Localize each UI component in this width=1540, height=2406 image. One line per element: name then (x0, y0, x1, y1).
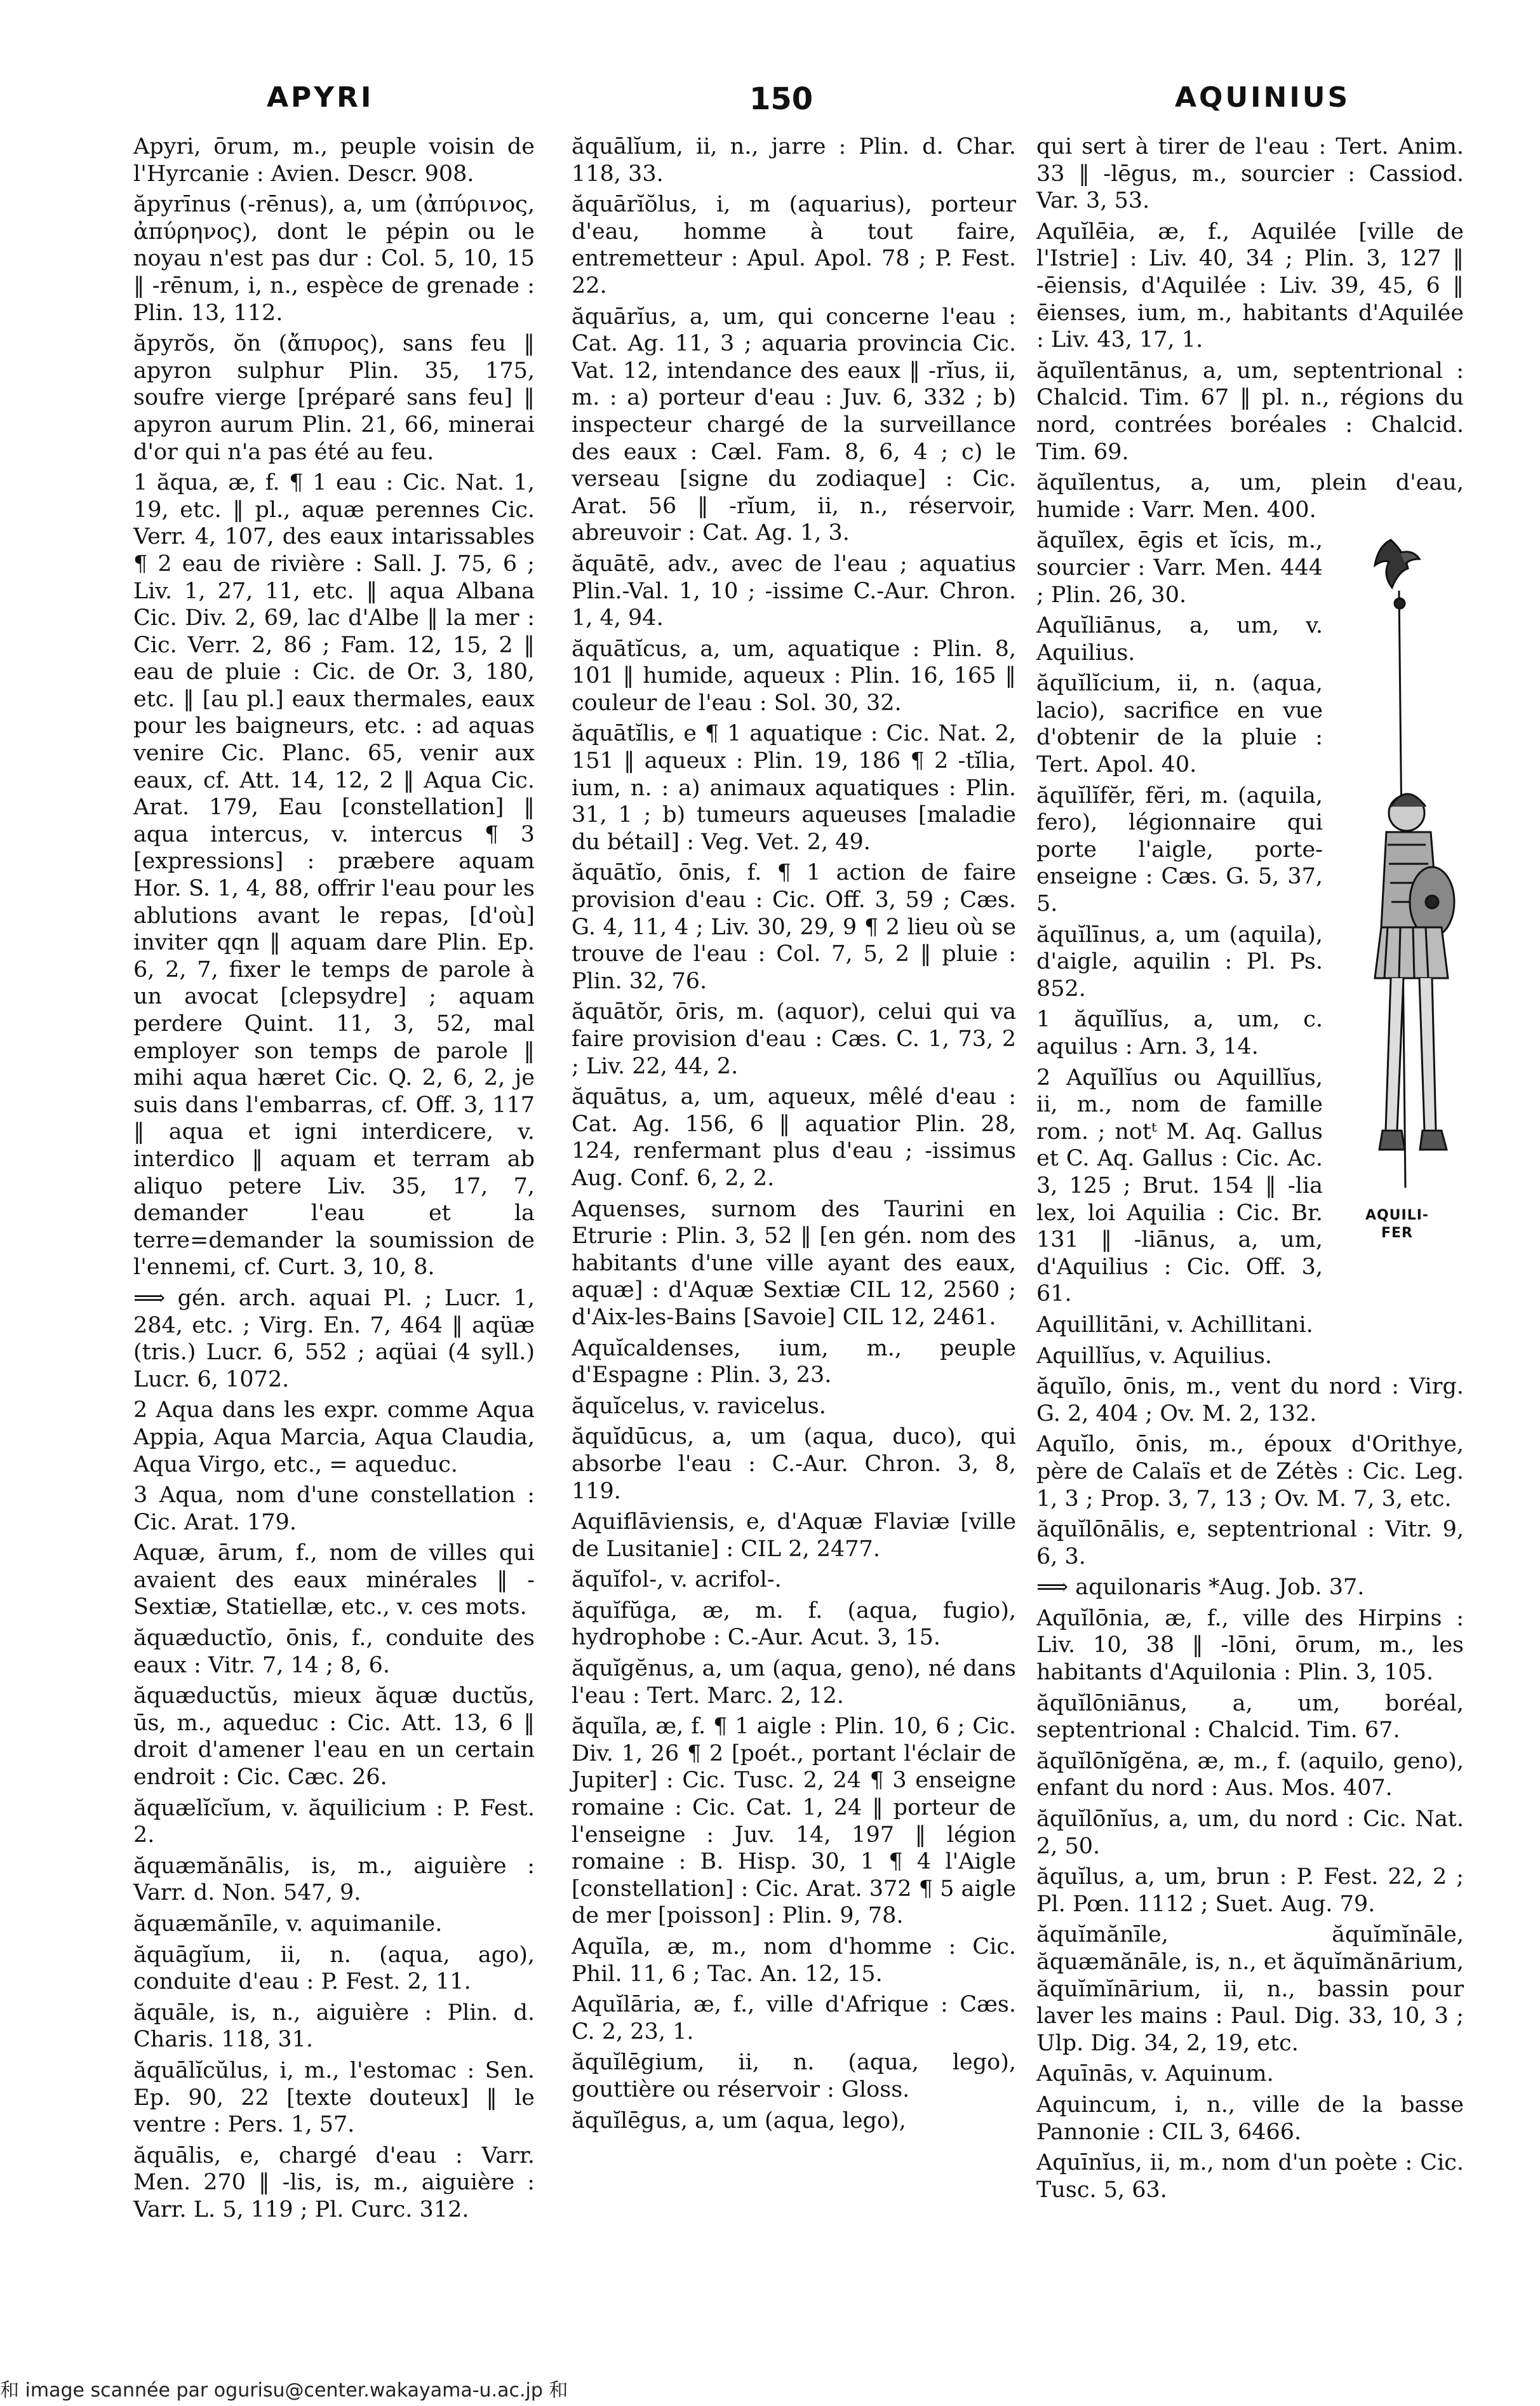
dictionary-entry: ăquĭfŭga, æ, m. f. (aqua, fugio), hydrophobe : C.-Aur. Acut. 3, 15. (572, 1597, 1016, 1651)
dictionary-entry: ăquæductŭs, mieux ăquæ ductŭs, ūs, m., aqueduc : Cic. Att. 13, 6 ‖ droit d'amener l'eau en un certain endroit : Cic. Cæc. 26. (133, 1683, 535, 1791)
dictionary-entry: 3 Aqua, nom d'une constellation : Cic. Arat. 179. (133, 1482, 535, 1535)
dictionary-entry: Aquillitāni, v. Achillitani. (1036, 1312, 1313, 1338)
dictionary-entry: ăquĭlōnĭus, a, um, du nord : Cic. Nat. 2, 50. (1036, 1806, 1464, 1859)
dictionary-entry: ăquĭlus, a, um, brun : P. Fest. 22, 2 ; Pl. Pœn. 1112 ; Suet. Aug. 79. (1036, 1864, 1464, 1917)
dictionary-entry: ăquĭfol-, v. acrifol-. (572, 1567, 782, 1593)
dictionary-entry: ăquĭlentus, a, um, plein d'eau, humide : Varr. Men. 400. (1036, 470, 1464, 523)
dictionary-entry: ăquālĭum, ii, n., jarre : Plin. d. Char. 118, 33. (572, 134, 1016, 187)
dictionary-entry: ăquātē, adv., avec de l'eau ; aquatius Plin.-Val. 1, 10 ; -issime C.-Aur. Chron. 1, 4, 94. (572, 551, 1016, 631)
running-head-left: APYRI (267, 81, 374, 114)
dictionary-entry: Aquenses, surnom des Taurini en Etrurie : Plin. 3, 52 ‖ [en gén. nom des habitants d'une ville ayant des eaux, aquæ] : d'Aquæ Sextiæ CIL 12, 2560 ; d'Aix-les-Bains [Savoie] CIL 12, 2461. (572, 1196, 1016, 1330)
figure-caption-line2: FER (1381, 1225, 1413, 1242)
page-number: 150 (749, 81, 814, 117)
scan-credit: 和 image scannée par ogurisu@center.wakayama-u.ac.jp 和 (0, 2379, 568, 2402)
dictionary-entry: ăquĭlex, ēgis et ĭcis, m., sourcier : Varr. Men. 444 ; Plin. 26, 30. (1036, 528, 1323, 608)
dictionary-entry: ăquæmănālis, is, m., aiguière : Varr. d. Non. 547, 9. (133, 1853, 535, 1906)
dictionary-entry: ⟹ aquilonaris *Aug. Job. 37. (1036, 1575, 1365, 1601)
dictionary-entry: ăquātĭlis, e ¶ 1 aquatique : Cic. Nat. 2, 151 ‖ aqueux : Plin. 19, 186 ¶ 2 -tĭlia, ium, n. : a) animaux aquatiques : Plin. 31, 1 ; b) tumeurs aqueuses [maladie du bétail] : Veg. Vet. 2, 49. (572, 721, 1016, 855)
dictionary-entry: ăquĭlōnĭgĕna, æ, m., f. (aquilo, geno), enfant du nord : Aus. Mos. 407. (1036, 1748, 1464, 1801)
aquilifer-illustration (1330, 527, 1464, 1277)
dictionary-entry: ăquĭlĭcium, ii, n. (aqua, lacio), sacrifice en vue d'obtenir de la pluie : Tert. Apol. 40. (1036, 671, 1323, 778)
page-header (0, 81, 1540, 132)
dictionary-entry: 1 ăqua, æ, f. ¶ 1 eau : Cic. Nat. 1, 19, etc. ‖ pl., aquæ perennes Cic. Verr. 4, 107, des eaux intarissables ¶ 2 eau de rivière : Sall. J. 75, 6 ; Liv. 1, 27, 11, etc. ‖ aqua Albana Cic. Div. 2, 69, lac d'Albe ‖ la mer : Cic. Verr. 2, 86 ; Fam. 12, 15, 2 ‖ eau de pluie : Cic. de Or. 3, 180, etc. ‖ [au pl.] eaux thermales, eaux pour les baigneurs, etc. : ad aquas venire Cic. Planc. 65, venir aux eaux, cf. Att. 14, 12, 2 ‖ Aqua Cic. Arat. 179, Eau [constellation] ‖ aqua intercus, v. intercus ¶ 3 [expressions] : præbere aquam Hor. S. 1, 4, 88, offrir l'eau pour les ablutions avant le repas, [d'où] inviter qqn ‖ aquam dare Plin. Ep. 6, 2, 7, fixer le temps de parole à un avocat [clepsydre] ; aquam perdere Quint. 11, 3, 52, mal employer son temps de parole ‖ mihi aqua hæret Cic. Q. 2, 6, 2, je suis dans l'embarras, cf. Off. 3, 117 ‖ aqua et igni interdicere, v. interdico ‖ aquam et terram ab aliquo petere Liv. 35, 17, 7, demander l'eau et la terre=demander la soumission de l'ennemi, cf. Curt. 3, 10, 8. (133, 470, 535, 1280)
column-middle (572, 133, 1016, 2138)
dictionary-entry: ăquāgĭum, ii, n. (aqua, ago), conduite d'eau : P. Fest. 2, 11. (133, 1942, 535, 1995)
dictionary-entry: ăquĭlōnālis, e, septentrional : Vitr. 9, 6, 3. (1036, 1517, 1464, 1569)
dictionary-entry: ăquæmănīle, v. aquimanile. (133, 1911, 443, 1937)
dictionary-entry: Aquĭla, æ, m., nom d'homme : Cic. Phil. 11, 6 ; Tac. An. 12, 15. (572, 1934, 1016, 1987)
dictionary-entry: ăquælĭcĭum, v. ăquilicium : P. Fest. 2. (133, 1795, 535, 1848)
dictionary-entry: Aquīnās, v. Aquinum. (1036, 2061, 1274, 2087)
dictionary-entry: ăquĭla, æ, f. ¶ 1 aigle : Plin. 10, 6 ; Cic. Div. 1, 26 ¶ 2 [poét., portant l'éclair de Jupiter] : Cic. Tusc. 2, 24 ¶ 3 enseigne romaine : Cic. Cat. 1, 24 ‖ porteur de l'enseigne : Juv. 14, 197 ‖ légion romaine : B. Hisp. 30, 1 ¶ 4 l'Aigle [constellation] : Cic. Arat. 372 ¶ 5 aigle de mer [poisson] : Plin. 9, 78. (572, 1714, 1016, 1929)
dictionary-entry: ăquātĭo, ōnis, f. ¶ 1 action de faire provision d'eau : Cic. Off. 3, 59 ; Cæs. G. 4, 11, 4 ; Liv. 30, 29, 9 ¶ 2 lieu où se trouve de l'eau : Col. 7, 5, 2 ‖ pluie : Plin. 32, 76. (572, 860, 1016, 994)
dictionary-entry: Aquĭcaldenses, ium, m., peuple d'Espagne : Plin. 3, 23. (572, 1335, 1016, 1388)
dictionary-entry: 2 Aquĭlĭus ou Aquillĭus, ii, m., nom de famille rom. ; notᵗ M. Aq. Gallus et C. Aq. Gallus : Cic. Ac. 3, 125 ; Brut. 154 ‖ -lia lex, loi Aquilia : Cic. Br. 131 ‖ -liānus, a, um, d'Aquilius : Cic. Off. 3, 61. (1036, 1065, 1323, 1307)
dictionary-entry: Apyri, ōrum, m., peuple voisin de l'Hyrcanie : Avien. Descr. 908. (133, 134, 535, 187)
running-head-right: AQUINIUS (1175, 81, 1351, 114)
dictionary-entry: ăpyrŏs, ŏn (ἄπυρος), sans feu ‖ apyron sulphur Plin. 35, 175, soufre vierge [préparé sans feu] ‖ apyron aurum Plin. 21, 66, minerai d'or qui n'a pas été au feu. (133, 331, 535, 465)
dictionary-entry: ăquārĭŏlus, i, m (aquarius), porteur d'eau, homme à tout faire, entremetteur : Apul. Apol. 78 ; P. Fest. 22. (572, 192, 1016, 299)
dictionary-entry: Aquĭlōnia, æ, f., ville des Hirpins : Liv. 10, 38 ‖ -lōni, ōrum, m., les habitants d'Aquilonia : Plin. 3, 105. (1036, 1605, 1464, 1686)
dictionary-entry: ăquātĭcus, a, um, aquatique : Plin. 8, 101 ‖ humide, aqueux : Plin. 16, 165 ‖ couleur de l'eau : Sol. 30, 32. (572, 636, 1016, 716)
dictionary-entry: ăquĭlēgus, a, um (aqua, lego), (572, 2107, 906, 2134)
dictionary-entry: ăquĭlo, ōnis, m., vent du nord : Virg. G. 2, 404 ; Ov. M. 2, 132. (1036, 1374, 1464, 1427)
figure-caption (1330, 1207, 1464, 1242)
dictionary-entry: ăquĭgĕnus, a, um (aqua, geno), né dans l'eau : Tert. Marc. 2, 12. (572, 1656, 1016, 1709)
column-left (133, 133, 535, 2228)
dictionary-entry: ăquĭlentānus, a, um, septentrional : Chalcid. Tim. 67 ‖ pl. n., régions du nord, contrées boréales : Chalcid. Tim. 69. (1036, 358, 1464, 465)
dictionary-entry: 2 Aqua dans les expr. comme Aqua Appia, Aqua Marcia, Aqua Claudia, Aqua Virgo, etc., = aqueduc. (133, 1397, 535, 1477)
dictionary-entry: ăquĭlīnus, a, um (aquila), d'aigle, aquilin : Pl. Ps. 852. (1036, 922, 1323, 1002)
dictionary-entry: ăquĭlōniānus, a, um, boréal, septentrional : Chalcid. Tim. 67. (1036, 1690, 1464, 1744)
dictionary-entry: ăpyrīnus (-rēnus), a, um (ἀπύρινος, ἀπύρηνος), dont le pépin ou le noyau n'est pas dur : Col. 5, 10, 15 ‖ -rēnum, i, n., espèce de grenade : Plin. 13, 112. (133, 192, 535, 326)
dictionary-entry: ⟹ gén. arch. aquai Pl. ; Lucr. 1, 284, etc. ; Virg. En. 7, 464 ‖ aqüæ (tris.) Lucr. 6, 552 ; aqüai (4 syll.) Lucr. 6, 1072. (133, 1285, 535, 1392)
aquilifer-figure (1330, 527, 1464, 1207)
dictionary-entry: ăquātus, a, um, aqueux, mêlé d'eau : Cat. Ag. 156, 6 ‖ aquatior Plin. 28, 124, renfermant plus d'eau ; -issimus Aug. Conf. 6, 2, 2. (572, 1084, 1016, 1191)
dictionary-entry: ăquĭlēgium, ii, n. (aqua, lego), gouttière ou réservoir : Gloss. (572, 2050, 1016, 2102)
dictionary-entry: 1 ăquĭlĭus, a, um, c. aquilus : Arn. 3, 14. (1036, 1007, 1323, 1059)
dictionary-entry: qui sert à tirer de l'eau : Tert. Anim. 33 ‖ -lēgus, m., sourcier : Cassiod. Var. 3, 53. (1036, 134, 1464, 214)
dictionary-entry: Aquæ, ārum, f., nom de villes qui avaient des eaux minérales ‖ -Sextiæ, Statiellæ, etc., v. ces mots. (133, 1540, 535, 1620)
dictionary-entry: ăquārĭus, a, um, qui concerne l'eau : Cat. Ag. 11, 3 ; aquaria provincia Cic. Vat. 12, intendance des eaux ‖ -rĭus, ii, m. : a) porteur d'eau : Juv. 6, 332 ; b) inspecteur chargé de la surveillance des eaux : Cæl. Fam. 8, 6, 4 ; c) le verseau [signe du zodiaque] : Cic. Arat. 56 ‖ -rĭum, ii, n., réservoir, abreuvoir : Cat. Ag. 1, 3. (572, 304, 1016, 546)
dictionary-entry: Aquincum, i, n., ville de la basse Pannonie : CIL 3, 6466. (1036, 2092, 1464, 2145)
dictionary-entry: ăquĭdūcus, a, um (aqua, duco), qui absorbe l'eau : C.-Aur. Chron. 3, 8, 119. (572, 1424, 1016, 1504)
dictionary-entry: ăquātŏr, ōris, m. (aquor), celui qui va faire provision d'eau : Cæs. C. 1, 73, 2 ; Liv. 22, 44, 2. (572, 999, 1016, 1079)
dictionary-entry: Aquiflāviensis, e, d'Aquæ Flaviæ [ville de Lusitanie] : CIL 2, 2477. (572, 1509, 1016, 1562)
figure-caption-line1: AQUILI- (1365, 1207, 1430, 1224)
dictionary-entry: ăquālis, e, chargé d'eau : Varr. Men. 270 ‖ -lis, is, m., aiguière : Varr. L. 5, 119 ; Pl. Curc. 312. (133, 2142, 535, 2222)
dictionary-entry: ăquĭmănīle, ăquĭmĭnāle, ăquæmănāle, is, n., et ăquĭmănārium, ăquĭmĭnārium, ii, n., bassin pour laver les mains : Paul. Dig. 33, 10, 3 ; Ulp. Dig. 34, 2, 19, etc. (1036, 1922, 1464, 2056)
dictionary-entry: ăquālĭcŭlus, i, m., l'estomac : Sen. Ep. 90, 22 [texte douteux] ‖ le ventre : Pers. 1, 57. (133, 2057, 535, 2138)
dictionary-entry: Aquillĭus, v. Aquilius. (1036, 1343, 1273, 1369)
dictionary-entry: Aquĭlāria, æ, f., ville d'Afrique : Cæs. C. 2, 23, 1. (572, 1992, 1016, 2045)
dictionary-entry: Aquĭliānus, a, um, v. Aquilius. (1036, 613, 1323, 666)
column-right (1036, 133, 1464, 2207)
dictionary-entry: Aquīnĭus, ii, m., nom d'un poète : Cic. Tusc. 5, 63. (1036, 2150, 1464, 2203)
dictionary-entry: ăquĭlĭfĕr, fĕri, m. (aquila, fero), légionnaire qui porte l'aigle, porte-enseigne : Cæs. G. 5, 37, 5. (1036, 783, 1323, 917)
dictionary-entry: ăquāle, is, n., aiguière : Plin. d. Charis. 118, 31. (133, 1999, 535, 2053)
dictionary-entry: Aquĭlo, ōnis, m., époux d'Orithye, père de Calaïs et de Zétès : Cic. Leg. 1, 3 ; Prop. 3, 7, 13 ; Ov. M. 7, 3, etc. (1036, 1432, 1464, 1512)
dictionary-entry: ăquĭcelus, v. ravicelus. (572, 1393, 826, 1419)
dictionary-entry: Aquĭlēia, æ, f., Aquilée [ville de l'Istrie] : Liv. 40, 34 ; Plin. 3, 127 ‖ -ēiensis, d'Aquilée : Liv. 39, 45, 6 ‖ ēienses, ium, m., habitants d'Aquilée : Liv. 43, 17, 1. (1036, 218, 1464, 353)
dictionary-entry: ăquæductĭo, ōnis, f., conduite des eaux : Vitr. 7, 14 ; 8, 6. (133, 1625, 535, 1678)
